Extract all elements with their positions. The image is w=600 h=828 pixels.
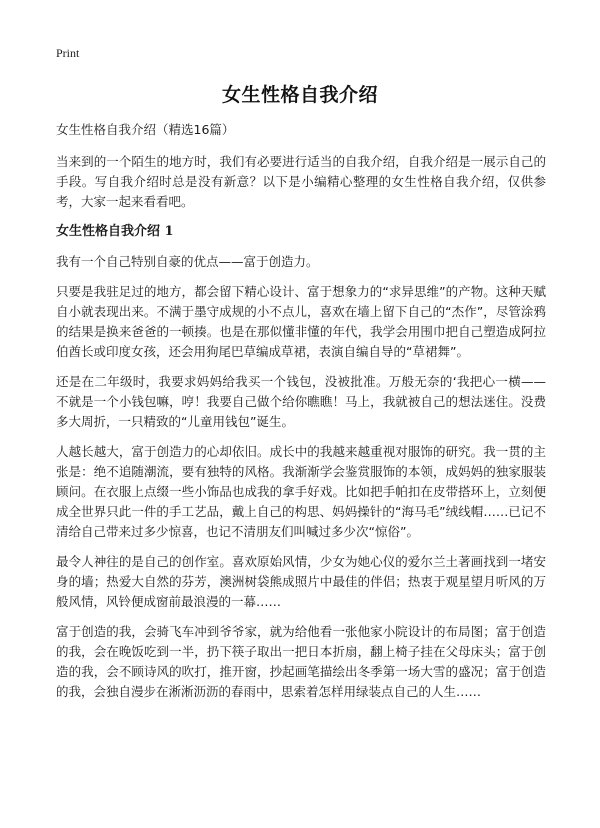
document-body	[56, 120, 546, 712]
print-link[interactable]: Print	[56, 46, 80, 60]
body-paragraph: 最令人神往的是自己的创作室。喜欢原始风情，少女为她心仪的爱尔兰土著画找到一堵安身的墙；热爱大自然的芬芳，澳洲树袋熊成照片中最佳的伴侣；热衷于观星望月听风的万般风情，风铃便成窗前最浪漫的一幕……	[56, 554, 546, 609]
body-paragraph: 人越长越大，富于创造力的心却依旧。成长中的我越来越重视对服饰的研究。我一贯的主张是：绝不追随潮流，要有独特的风格。我渐渐学会鉴赏服饰的本领，成妈妈的独家服装顾问。在衣服上点缀一些小饰品也成我的拿手好戏。比如把手帕扣在皮带搭环上，立刻便成全世界只此一件的手工艺品，戴上自己的构思、妈妈操针的“海马毛”绒线帽……已记不清给自己带来过多少惊喜，也记不清朋友们叫喊过多少次“惊俗”。	[56, 444, 546, 539]
body-paragraph: 我有一个自己特别自豪的优点——富于创造力。	[56, 254, 319, 269]
intro-paragraph: 当来到的一个陌生的地方时，我们有必要进行适当的自我介绍，自我介绍是一展示自己的手段。写自我介绍时总是没有新意？以下是小编精心整理的女生性格自我介绍，仅供参考，大家一起来看看吧。	[56, 154, 546, 209]
page-title: 女生性格自我介绍	[221, 84, 378, 106]
body-paragraph: 还是在二年级时，我要求妈妈给我买一个钱包，没被批准。万般无奈的‘我把心一横——不就是一个小钱包嘛，哼！我要自己做个给你瞧瞧！马上，我就被自己的想法迷住。没费多大周折，一只精致的“儿童用钱包”诞生。	[56, 374, 546, 429]
body-paragraph: 富于创造的我，会骑飞车冲到爷爷家，就为给他看一张他家小院设计的布局图；富于创造的我，会在晚饭吃到一半，扔下筷子取出一把日本折扇，翻上椅子挂在父母床头；富于创造的我，会不顾诗风的吹打，推开窗，抄起画笔描绘出冬季第一场大雪的盛况；富于创造的我，会独自漫步在淅淅沥沥的春雨中，思索着怎样用绿装点自己的人生……	[56, 624, 546, 699]
document-subtitle: 女生性格自我介绍（精选16篇）	[56, 122, 235, 137]
body-paragraph: 只要是我驻足过的地方，都会留下精心设计、富于想象力的“求异思维”的产物。这种天赋自小就表现出来。不满于墨守成规的小不点儿，喜欢在墙上留下自己的“杰作”，尽管涂鸦的结果是换来爸爸的一顿揍。也是在那似懂非懂的年代，我学会用围巾把自己塑造成阿拉伯酋长或印度女孩，还会用狗尾巴草编成草裙，表演自编自导的“草裙舞”。	[56, 284, 546, 359]
section-heading: 女生性格自我介绍 1	[56, 224, 174, 239]
